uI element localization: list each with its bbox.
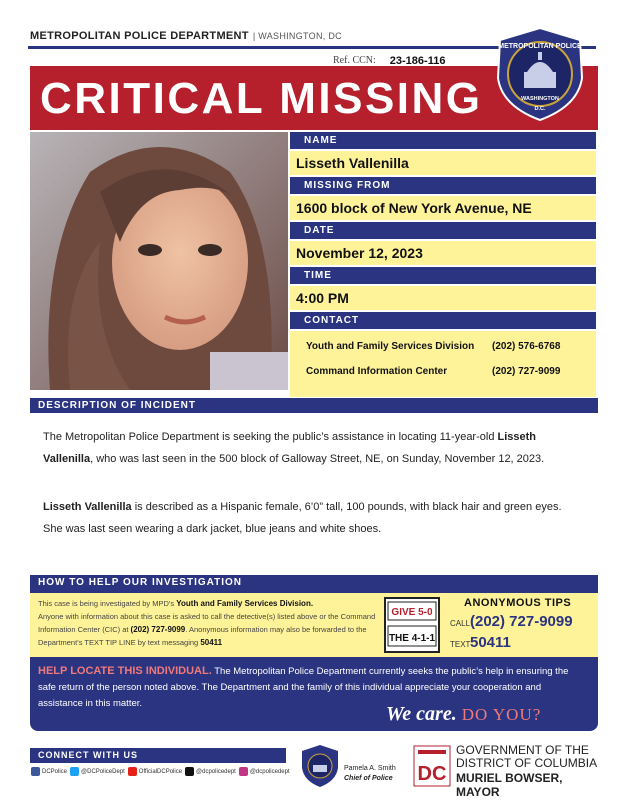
desc-text: , who was last seen in the 500 block of Galloway Street, NE, on Sunday, November 12, 2023.	[90, 453, 545, 465]
help-cic-phone: (202) 727-9099	[130, 625, 186, 634]
badge-bottom-text: WASHINGTON	[521, 96, 559, 102]
desc-text: The Metropolitan Police Department is seeking the public’s assistance in locating 11-year-old	[43, 431, 498, 443]
missing-person-photo	[30, 132, 288, 390]
time-value: 4:00 PM	[290, 286, 596, 310]
department-header	[30, 30, 342, 42]
give-top-text: GIVE 5-0	[391, 607, 433, 618]
tips-call	[450, 613, 590, 630]
description-paragraph-1	[43, 426, 583, 470]
tips-text	[450, 634, 590, 651]
text-label: TEXT	[450, 640, 471, 649]
contact-row	[306, 341, 596, 352]
give-bottom-text: THE 4-1-1	[388, 633, 436, 644]
desc-text: is described as a Hispanic female, 6’0” tall, 100 pounds, with black hair and green eyes. She was last seen wearing a dark jacket, blue jeans and white shoes.	[43, 501, 562, 535]
help-text	[38, 597, 378, 649]
chief-name: Pamela A. Smith	[344, 765, 396, 772]
name-label: NAME	[290, 132, 596, 149]
anonymous-tips	[450, 597, 590, 651]
badge-top-text: METROPOLITAN POLICE	[498, 43, 582, 50]
department-name: METROPOLITAN POLICE DEPARTMENT	[30, 30, 249, 42]
instagram-icon[interactable]	[239, 767, 248, 776]
help-title: HOW TO HELP OUR INVESTIGATION	[38, 577, 243, 588]
help-info-box	[30, 593, 598, 657]
description-paragraph-2	[43, 496, 583, 540]
help-text-part: Anyone with information about this case is asked to call the detective(s) listed above or the Command Information Center (CIC) at	[38, 612, 376, 634]
ref-label: Ref. CCN:	[333, 55, 376, 66]
youtube-icon[interactable]	[128, 767, 137, 776]
locate-title: HELP LOCATE THIS INDIVIDUAL.	[38, 665, 212, 677]
help-text-part: This case is being investigated by MPD’s	[38, 599, 177, 608]
we-care-tagline	[386, 703, 541, 726]
portrait-image	[30, 132, 288, 390]
chief-title: Chief of Police	[344, 775, 393, 782]
desc-name: Lisseth Vallenilla	[43, 501, 132, 513]
connect-header: CONNECT WITH US	[30, 748, 286, 763]
contact-list	[290, 331, 596, 397]
social-handle[interactable]: @dcpolicedept	[196, 768, 236, 775]
mayor-name: MURIEL BOWSER, MAYOR	[456, 771, 563, 799]
we-care-text: We care.	[386, 703, 457, 725]
info-panel	[290, 132, 596, 397]
badge-icon	[494, 26, 586, 122]
twitter-icon[interactable]	[70, 767, 79, 776]
department-city: | WASHINGTON, DC	[252, 31, 342, 41]
dc-flag-icon	[412, 744, 452, 788]
social-handle[interactable]: @DCPoliceDept	[81, 768, 125, 775]
missing-from-label: MISSING FROM	[290, 177, 596, 194]
help-investigation-panel	[30, 575, 598, 731]
dc-letters: DC	[417, 763, 447, 785]
time-label: TIME	[290, 267, 596, 284]
name-value: Lisseth Vallenilla	[290, 151, 596, 175]
chief-signature	[300, 742, 410, 790]
contact-row	[306, 366, 596, 377]
help-text-number: 50411	[200, 638, 223, 647]
call-number[interactable]: (202) 727-9099	[470, 613, 573, 630]
banner-title: CRITICAL MISSING	[40, 74, 483, 123]
social-handle[interactable]: DCPolice	[42, 768, 68, 775]
date-label: DATE	[290, 222, 596, 239]
badge-dc-text: D.C.	[534, 106, 546, 112]
help-division: Youth and Family Services Division.	[176, 599, 314, 608]
missing-from-value: 1600 block of New York Avenue, NE	[290, 196, 596, 220]
social-links	[28, 767, 298, 776]
desc-name: Lisseth Vallenilla	[43, 431, 537, 465]
text-number[interactable]: 50411	[470, 634, 511, 651]
date-value: November 12, 2023	[290, 241, 596, 265]
do-you-text: DO YOU?	[461, 705, 542, 724]
give-50-icon	[386, 599, 438, 651]
police-badge-icon	[300, 744, 340, 788]
give-50-logo	[384, 597, 440, 653]
description-header: DESCRIPTION OF INCIDENT	[30, 398, 598, 413]
social-handle[interactable]: @dcpolicedept	[249, 768, 290, 775]
help-text-part: . Anonymous information may also be forwarded to the Department’s TEXT TIP LINE by text messaging	[38, 625, 367, 647]
contact-label: CONTACT	[290, 312, 596, 329]
tips-title: ANONYMOUS TIPS	[464, 597, 572, 609]
ref-value: 23-186-116	[389, 54, 446, 67]
tiktok-icon[interactable]	[185, 767, 194, 776]
call-label: CALL	[450, 619, 471, 628]
chief-name-block	[344, 764, 396, 784]
social-handle[interactable]: OfficialDCPolice	[138, 768, 183, 775]
police-badge-logo	[494, 26, 586, 122]
contact-phone[interactable]: (202) 576-6768	[492, 341, 561, 352]
gov-name: GOVERNMENT OF THE DISTRICT OF COLUMBIA	[456, 743, 598, 770]
contact-unit: Command Information Center	[306, 366, 448, 377]
locate-body: The Metropolitan Police Department currently seeks the public’s help in ensuring the safe return of the person noted above. The Department and the family of this individual appreciate your cooperation and assistance in this matter.	[38, 666, 569, 709]
contact-unit: Youth and Family Services Division	[306, 341, 475, 352]
contact-phone[interactable]: (202) 727-9099	[492, 366, 561, 377]
dc-government-logo	[412, 743, 602, 799]
facebook-icon[interactable]	[31, 767, 40, 776]
